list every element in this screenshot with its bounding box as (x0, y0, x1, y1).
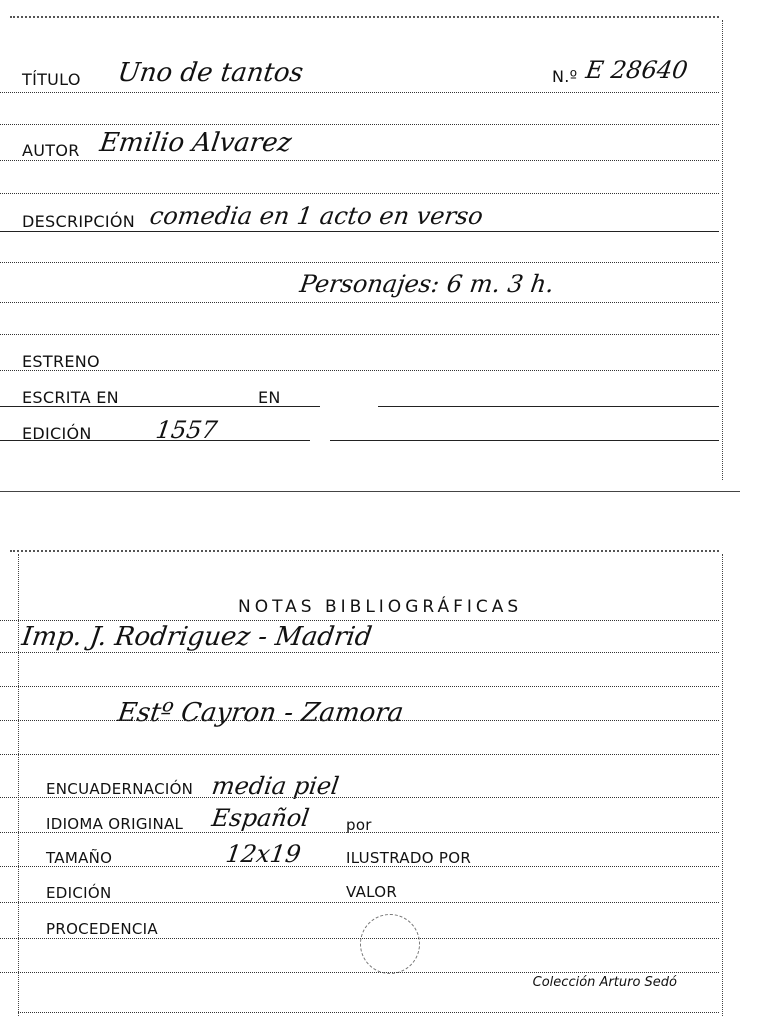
ruled-line (0, 832, 719, 833)
ilustrado-label: ILUSTRADO POR (346, 849, 472, 867)
titulo-label: TÍTULO (22, 70, 81, 89)
escrita-label: ESCRITA EN (22, 388, 119, 407)
ruled-line (0, 262, 719, 263)
ruled-line (0, 334, 719, 335)
idioma-value: Español (210, 804, 312, 832)
encuadernacion-value: media piel (210, 772, 341, 800)
edicion-value: 1557 (154, 416, 220, 444)
ruled-line (0, 972, 719, 973)
encuadernacion-label: ENCUADERNACIÓN (46, 780, 194, 798)
ruled-line (0, 754, 719, 755)
ruled-line (0, 720, 719, 721)
card-right-edge (722, 554, 723, 1016)
numero-value: E 28640 (584, 56, 690, 84)
en-label: EN (258, 388, 281, 407)
card-right-edge (722, 20, 723, 480)
por-label: por (346, 816, 372, 834)
autor-label: AUTOR (22, 141, 80, 160)
titulo-value: Uno de tantos (115, 58, 306, 88)
personajes-value: Personajes: 6 m. 3 h. (298, 270, 556, 298)
descripcion-label: DESCRIPCIÓN (22, 212, 135, 231)
card-top-edge (10, 16, 719, 18)
edicion-line-right (330, 440, 719, 441)
en-line (378, 406, 719, 407)
procedencia-label: PROCEDENCIA (46, 920, 158, 938)
ruled-line (0, 302, 719, 303)
valor-label: VALOR (346, 883, 398, 901)
numero-label: N.º (552, 67, 578, 86)
descripcion-value: comedia en 1 acto en verso (148, 202, 485, 230)
ruled-line (0, 938, 719, 939)
edicion-label: EDICIÓN (46, 884, 112, 902)
ruled-line (0, 902, 719, 903)
notas-title: NOTAS BIBLIOGRÁFICAS (238, 597, 523, 617)
edicion-label: EDICIÓN (22, 424, 92, 443)
card-separator (0, 491, 740, 492)
descripcion-line (0, 231, 719, 232)
catalog-card-top (0, 0, 759, 492)
catalog-card-bottom (0, 540, 759, 1028)
ruled-line (0, 797, 719, 798)
ruled-line (0, 866, 719, 867)
card-left-edge (18, 554, 19, 1016)
tamano-label: TAMAÑO (46, 849, 113, 867)
estreno-line (0, 370, 719, 371)
idioma-label: IDIOMA ORIGINAL (46, 815, 184, 833)
titulo-line (0, 92, 719, 93)
note-line-1: Imp. J. Rodriguez - Madrid (19, 622, 374, 652)
edicion-line (0, 440, 310, 441)
ruled-line (0, 124, 719, 125)
ruled-line (0, 193, 719, 194)
ruled-line (0, 652, 719, 653)
card-bottom-edge (18, 1012, 719, 1013)
stamp-circle (360, 914, 420, 974)
ruled-line (0, 620, 719, 621)
escrita-line (0, 406, 320, 407)
autor-line (0, 160, 719, 161)
estreno-label: ESTRENO (22, 352, 100, 371)
note-line-2: Estº Cayron - Zamora (115, 698, 406, 728)
autor-value: Emilio Alvarez (97, 128, 294, 158)
coleccion-credit: Colección Arturo Sedó (532, 975, 677, 990)
ruled-line (0, 686, 719, 687)
card-top-edge (10, 550, 719, 552)
tamano-value: 12x19 (224, 840, 303, 868)
